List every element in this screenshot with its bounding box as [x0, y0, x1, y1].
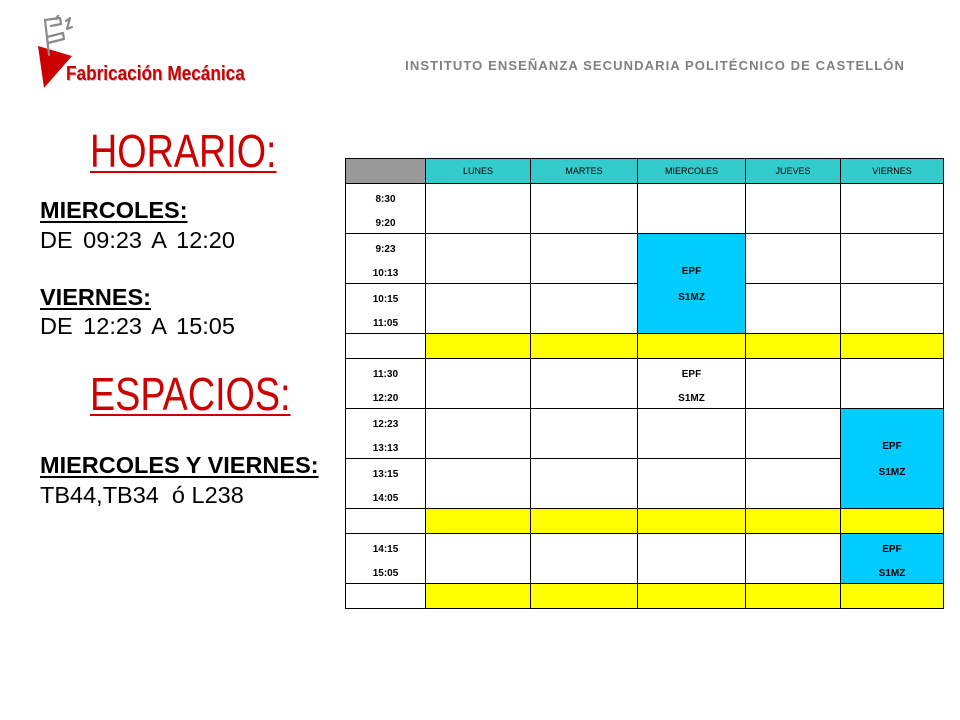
horario-day-viernes: VIERNES:	[40, 284, 151, 310]
time-cell	[346, 459, 426, 509]
break-cell	[841, 334, 944, 359]
break-cell	[841, 509, 944, 534]
break-row	[346, 509, 944, 534]
time-cell	[346, 359, 426, 409]
class-subject: EPF	[882, 441, 902, 452]
time-end: 9:20	[375, 218, 396, 229]
cell-martes	[531, 184, 638, 234]
break-cell	[746, 509, 841, 534]
header-day-lunes: LUNES	[426, 159, 531, 184]
cell-viernes	[841, 284, 944, 334]
schedule-row	[346, 534, 944, 584]
horario-range-miercoles: DE 09:23 A 12:20	[40, 227, 235, 253]
cell-jueves	[746, 184, 841, 234]
break-cell	[638, 509, 746, 534]
cell-viernes	[841, 184, 944, 234]
class-room: S1MZ	[878, 568, 906, 579]
break-time-cell	[346, 584, 426, 609]
horario-day-miercoles: MIERCOLES:	[40, 197, 188, 223]
cell-lunes	[426, 534, 531, 584]
cell-lunes	[426, 409, 531, 459]
class-room: S1MZ	[678, 393, 705, 404]
cell-lunes	[426, 184, 531, 234]
time-end: 13:13	[372, 443, 399, 454]
espacios-rooms: TB44,TB34 ó L238	[40, 482, 244, 508]
espacios-title: ESPACIOS:	[90, 368, 291, 420]
cell-martes	[531, 459, 638, 509]
time-cell	[346, 534, 426, 584]
time-start: 13:15	[372, 469, 399, 480]
espacios-label: MIERCOLES Y VIERNES:	[40, 452, 319, 478]
break-cell	[531, 509, 638, 534]
header-day-viernes: VIERNES	[841, 159, 944, 184]
time-start: 10:15	[372, 294, 399, 305]
header-corner-cell	[346, 159, 426, 184]
cell-jueves	[746, 459, 841, 509]
time-start: 12:23	[372, 419, 399, 430]
cell-miercoles	[638, 184, 746, 234]
header-day-martes: MARTES	[531, 159, 638, 184]
cell-jueves	[746, 284, 841, 334]
class-cell-viernes	[841, 534, 944, 584]
cell-martes	[531, 234, 638, 284]
break-cell	[638, 584, 746, 609]
time-cell	[346, 409, 426, 459]
break-cell	[531, 334, 638, 359]
break-cell	[841, 584, 944, 609]
schedule-row	[346, 359, 944, 409]
time-end: 12:20	[372, 393, 399, 404]
cell-martes	[531, 284, 638, 334]
class-subject: EPF	[681, 369, 702, 380]
cell-viernes	[841, 359, 944, 409]
cell-lunes	[426, 459, 531, 509]
cell-miercoles	[638, 409, 746, 459]
schedule-header-row	[346, 159, 944, 184]
time-start: 8:30	[375, 194, 396, 205]
time-start: 14:15	[372, 544, 399, 555]
break-cell	[426, 334, 531, 359]
break-time-cell	[346, 509, 426, 534]
cell-miercoles	[638, 534, 746, 584]
cell-martes	[531, 359, 638, 409]
class-subject: EPF	[681, 266, 702, 277]
time-start: 11:30	[372, 369, 399, 380]
break-row	[346, 334, 944, 359]
cell-lunes	[426, 284, 531, 334]
cell-jueves	[746, 534, 841, 584]
horario-title: HORARIO:	[90, 125, 277, 177]
time-end: 11:05	[372, 318, 399, 329]
break-time-cell	[346, 334, 426, 359]
horario-range-viernes: DE 12:23 A 15:05	[40, 313, 235, 339]
schedule-row	[346, 234, 944, 284]
break-cell	[638, 334, 746, 359]
time-cell	[346, 184, 426, 234]
break-cell	[746, 584, 841, 609]
header-day-jueves: JUEVES	[746, 159, 841, 184]
logo-text: Fabricación Mecánica	[66, 63, 245, 85]
cell-viernes	[841, 234, 944, 284]
class-room: S1MZ	[678, 292, 705, 303]
break-row	[346, 584, 944, 609]
class-subject: EPF	[882, 544, 902, 555]
class-room: S1MZ	[878, 467, 906, 478]
schedule-row	[346, 409, 944, 459]
cell-lunes	[426, 234, 531, 284]
time-end: 10:13	[372, 268, 399, 279]
class-cell-miercoles	[638, 359, 746, 409]
class-cell-miercoles	[638, 234, 746, 334]
break-cell	[746, 334, 841, 359]
break-cell	[426, 509, 531, 534]
time-cell	[346, 234, 426, 284]
schedule-row	[346, 184, 944, 234]
time-cell	[346, 284, 426, 334]
header-day-miercoles: MIERCOLES	[638, 159, 746, 184]
cell-martes	[531, 409, 638, 459]
cell-jueves	[746, 409, 841, 459]
cell-lunes	[426, 359, 531, 409]
time-end: 14:05	[372, 493, 399, 504]
cell-jueves	[746, 359, 841, 409]
break-cell	[531, 584, 638, 609]
cell-jueves	[746, 234, 841, 284]
cell-martes	[531, 534, 638, 584]
time-end: 15:05	[372, 568, 399, 579]
schedule-table	[345, 158, 944, 609]
cell-miercoles	[638, 459, 746, 509]
time-start: 9:23	[375, 244, 396, 255]
break-cell	[426, 584, 531, 609]
class-cell-viernes	[841, 409, 944, 509]
institute-name: INSTITUTO ENSEÑANZA SECUNDARIA POLITÉCNICO DE CASTELLÓN	[405, 58, 905, 73]
